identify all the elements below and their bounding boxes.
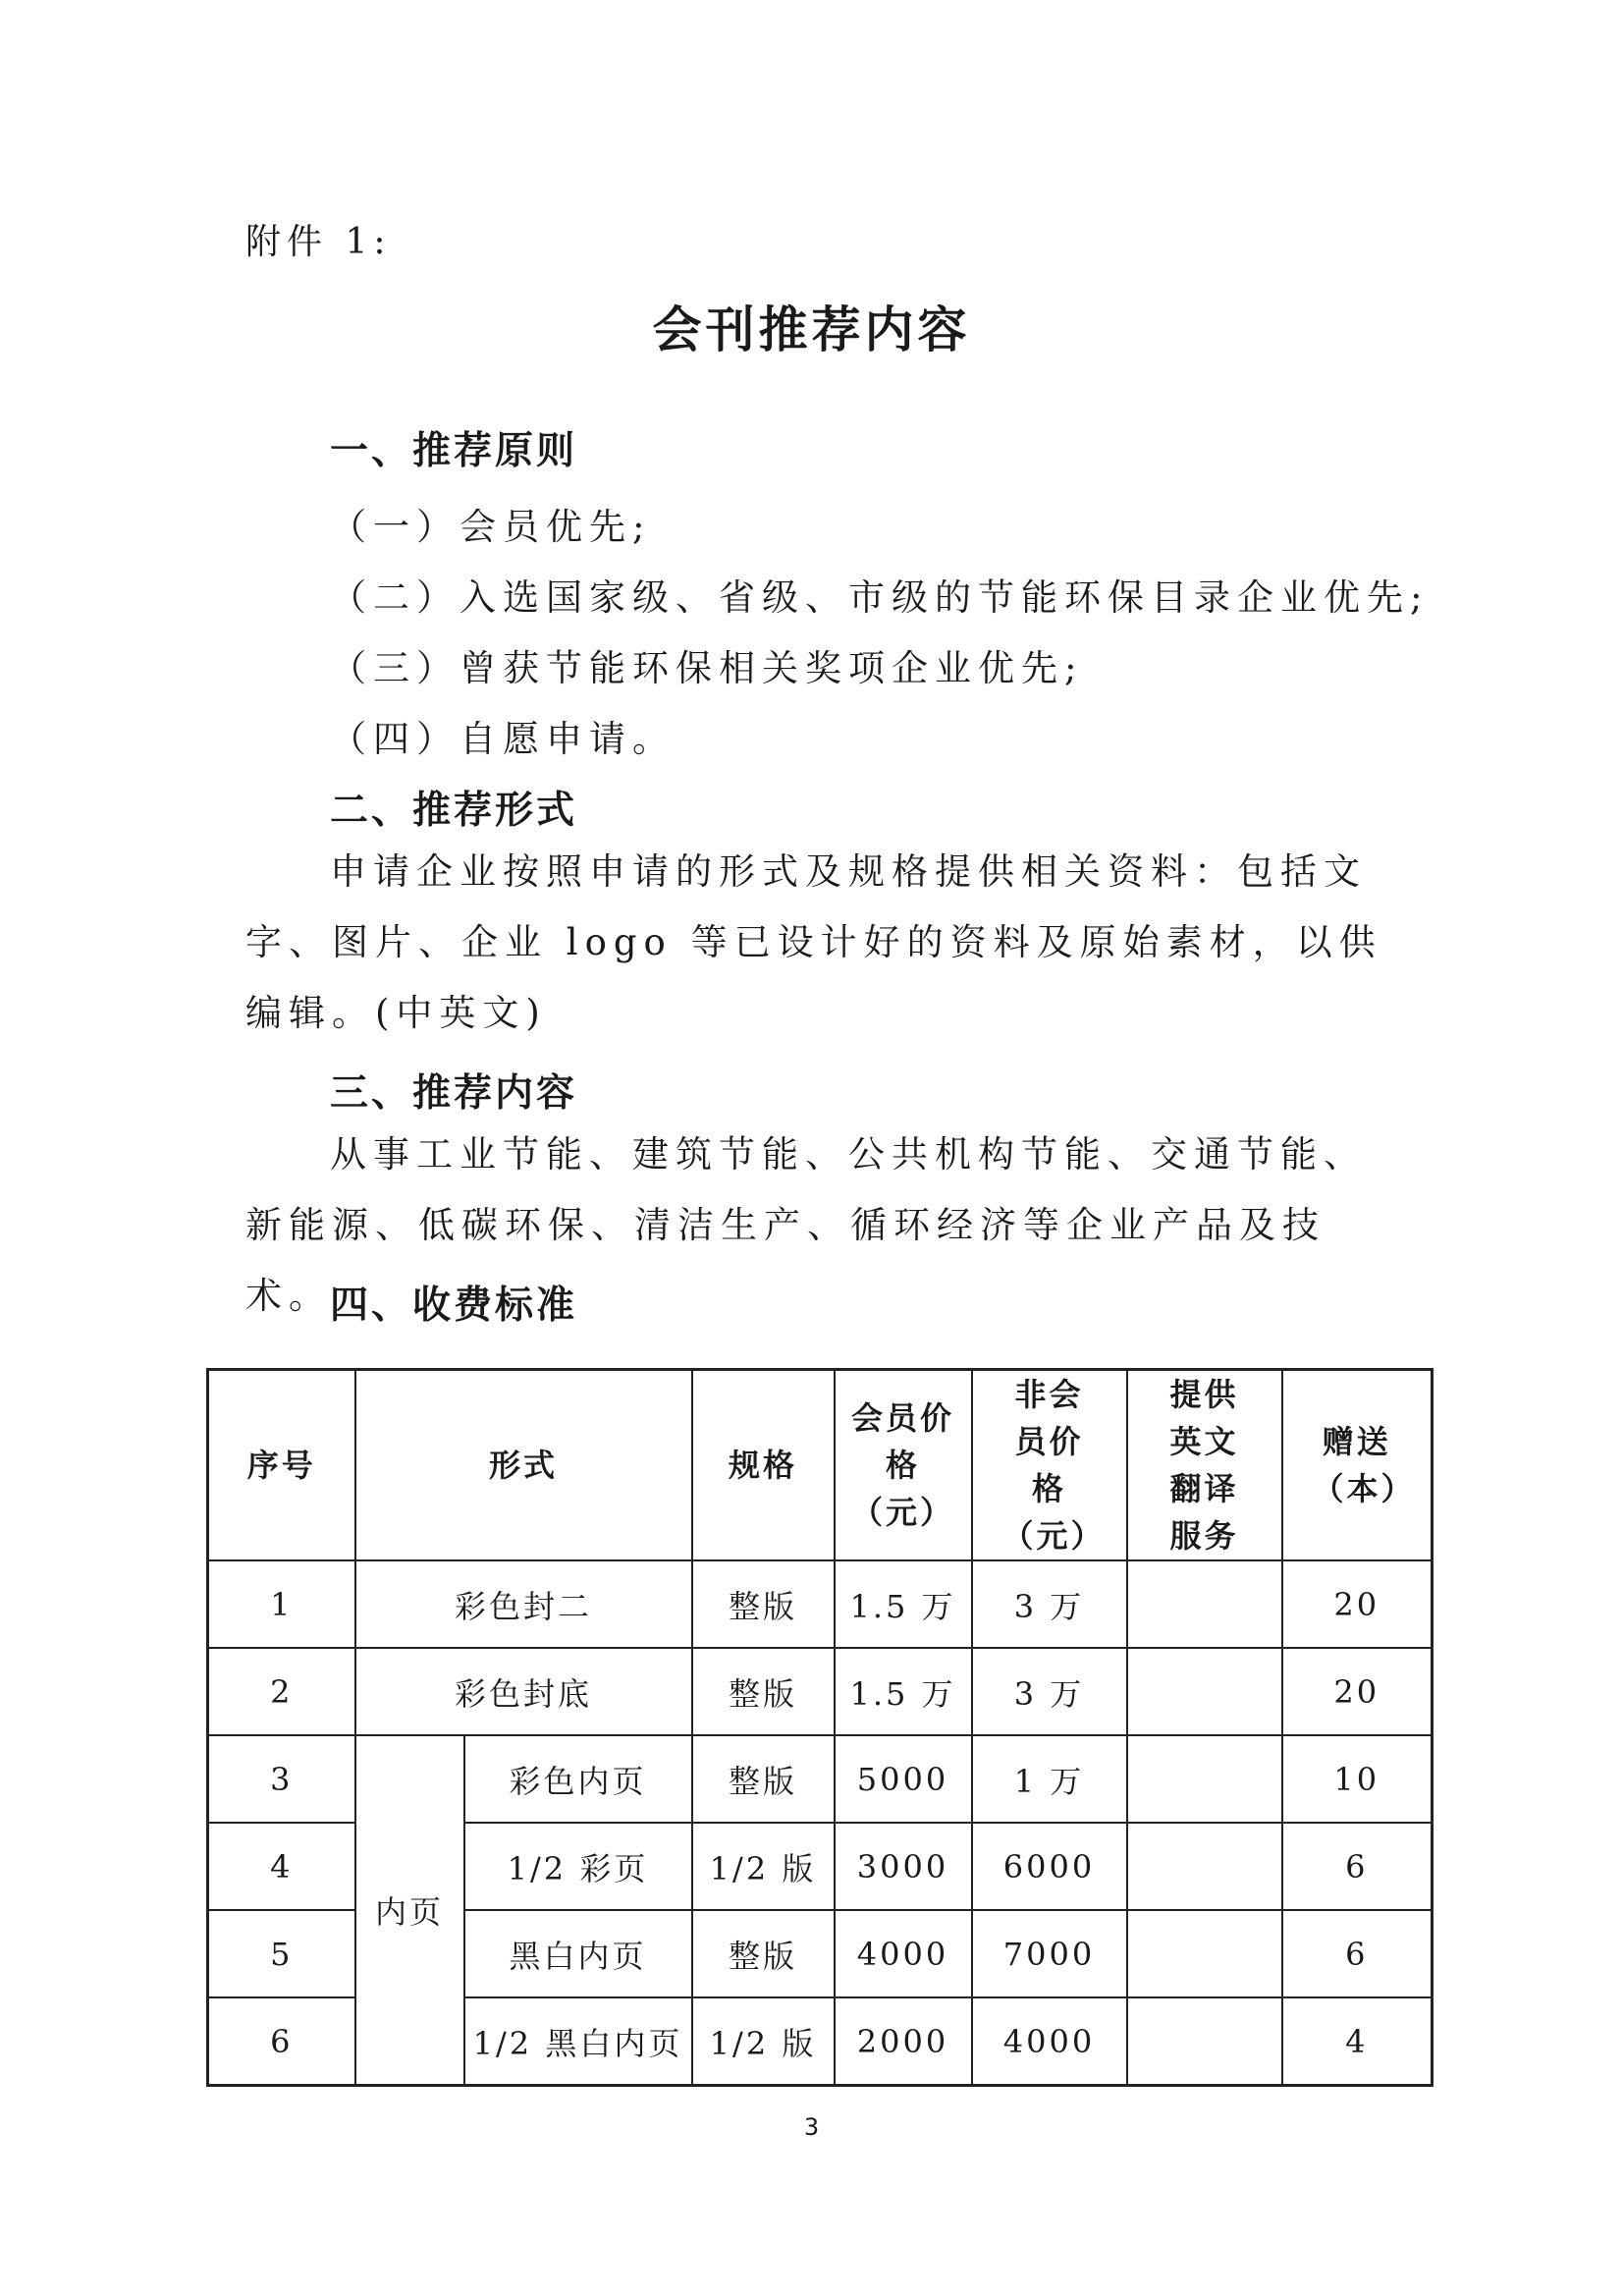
table-row	[208, 1560, 1433, 1648]
section-heading-principles: 一、推荐原则	[330, 429, 578, 473]
cell-form: 彩色内页	[464, 1735, 692, 1823]
cell-translation	[1127, 1910, 1282, 1997]
cell-nonmember-price: 4000	[972, 1997, 1127, 2086]
header-spec: 规格	[692, 1370, 835, 1561]
header-translation: 提供英文翻译服务	[1127, 1370, 1282, 1561]
cell-translation	[1127, 1997, 1282, 2086]
table-row	[208, 1735, 1433, 1823]
cell-gift: 6	[1282, 1823, 1433, 1910]
section-heading-form: 二、推荐形式	[330, 789, 578, 833]
cell-seq: 2	[208, 1648, 355, 1735]
cell-spec: 整版	[692, 1560, 835, 1648]
cell-translation	[1127, 1560, 1282, 1648]
cell-form: 彩色封二	[355, 1560, 692, 1648]
cell-nonmember-price: 1 万	[972, 1735, 1127, 1823]
cell-translation	[1127, 1823, 1282, 1910]
form-paragraph-text: 申请企业按照申请的形式及规格提供相关资料：包括文字、图片、企业 logo 等已设计好的资料及原始素材，以供编辑。(中英文)	[245, 850, 1382, 1034]
cell-nonmember-price: 6000	[972, 1823, 1127, 1910]
cell-seq: 1	[208, 1560, 355, 1648]
cell-nonmember-price: 3 万	[972, 1648, 1127, 1735]
section-heading-content: 三、推荐内容	[330, 1071, 578, 1116]
cell-seq: 5	[208, 1910, 355, 1997]
principle-item-4: （四）自愿申请。	[330, 718, 676, 760]
cell-form: 彩色封底	[355, 1648, 692, 1735]
cell-spec: 1/2 版	[692, 1823, 835, 1910]
cell-member-price: 1.5 万	[835, 1648, 972, 1735]
cell-inner-group: 内页	[355, 1735, 464, 2086]
cell-translation	[1127, 1735, 1282, 1823]
form-paragraph	[245, 837, 1384, 1049]
cell-nonmember-price: 3 万	[972, 1560, 1127, 1648]
cell-member-price: 3000	[835, 1823, 972, 1910]
cell-member-price: 5000	[835, 1735, 972, 1823]
cell-gift: 20	[1282, 1648, 1433, 1735]
cell-spec: 整版	[692, 1910, 835, 1997]
header-form: 形式	[355, 1370, 692, 1561]
cell-seq: 3	[208, 1735, 355, 1823]
cell-member-price: 2000	[835, 1997, 972, 2086]
cell-spec: 整版	[692, 1648, 835, 1735]
cell-spec: 1/2 版	[692, 1997, 835, 2086]
header-nonmember-price: 非会员价格（元）	[972, 1370, 1127, 1561]
principle-item-2: （二）入选国家级、省级、市级的节能环保目录企业优先;	[330, 576, 1430, 619]
content-paragraph-text: 从事工业节能、建筑节能、公共机构节能、交通节能、新能源、低碳环保、清洁生产、循环经济等企业产品及技术。	[245, 1133, 1367, 1317]
cell-form: 1/2 黑白内页	[464, 1997, 692, 2086]
cell-gift: 6	[1282, 1910, 1433, 1997]
cell-spec: 整版	[692, 1735, 835, 1823]
table-row	[208, 1648, 1433, 1735]
cell-nonmember-price: 7000	[972, 1910, 1127, 1997]
fee-table	[206, 1368, 1434, 2087]
principle-item-3: （三）曾获节能环保相关奖项企业优先;	[330, 647, 1084, 689]
cell-seq: 4	[208, 1823, 355, 1910]
section-heading-fees: 四、收费标准	[330, 1284, 578, 1328]
cell-form: 1/2 彩页	[464, 1823, 692, 1910]
page-title: 会刊推荐内容	[652, 301, 971, 358]
cell-gift: 4	[1282, 1997, 1433, 2086]
cell-translation	[1127, 1648, 1282, 1735]
cell-member-price: 4000	[835, 1910, 972, 1997]
header-seq: 序号	[208, 1370, 355, 1561]
cell-form: 黑白内页	[464, 1910, 692, 1997]
cell-gift: 20	[1282, 1560, 1433, 1648]
header-gift: 赠送（本）	[1282, 1370, 1433, 1561]
table-header-row	[208, 1370, 1433, 1561]
principle-item-1: （一）会员优先;	[330, 506, 652, 548]
cell-member-price: 1.5 万	[835, 1560, 972, 1648]
header-member-price: 会员价格（元）	[835, 1370, 972, 1561]
cell-gift: 10	[1282, 1735, 1433, 1823]
cell-seq: 6	[208, 1997, 355, 2086]
attachment-label: 附件 1:	[245, 222, 392, 262]
page-number: 3	[803, 2113, 820, 2141]
